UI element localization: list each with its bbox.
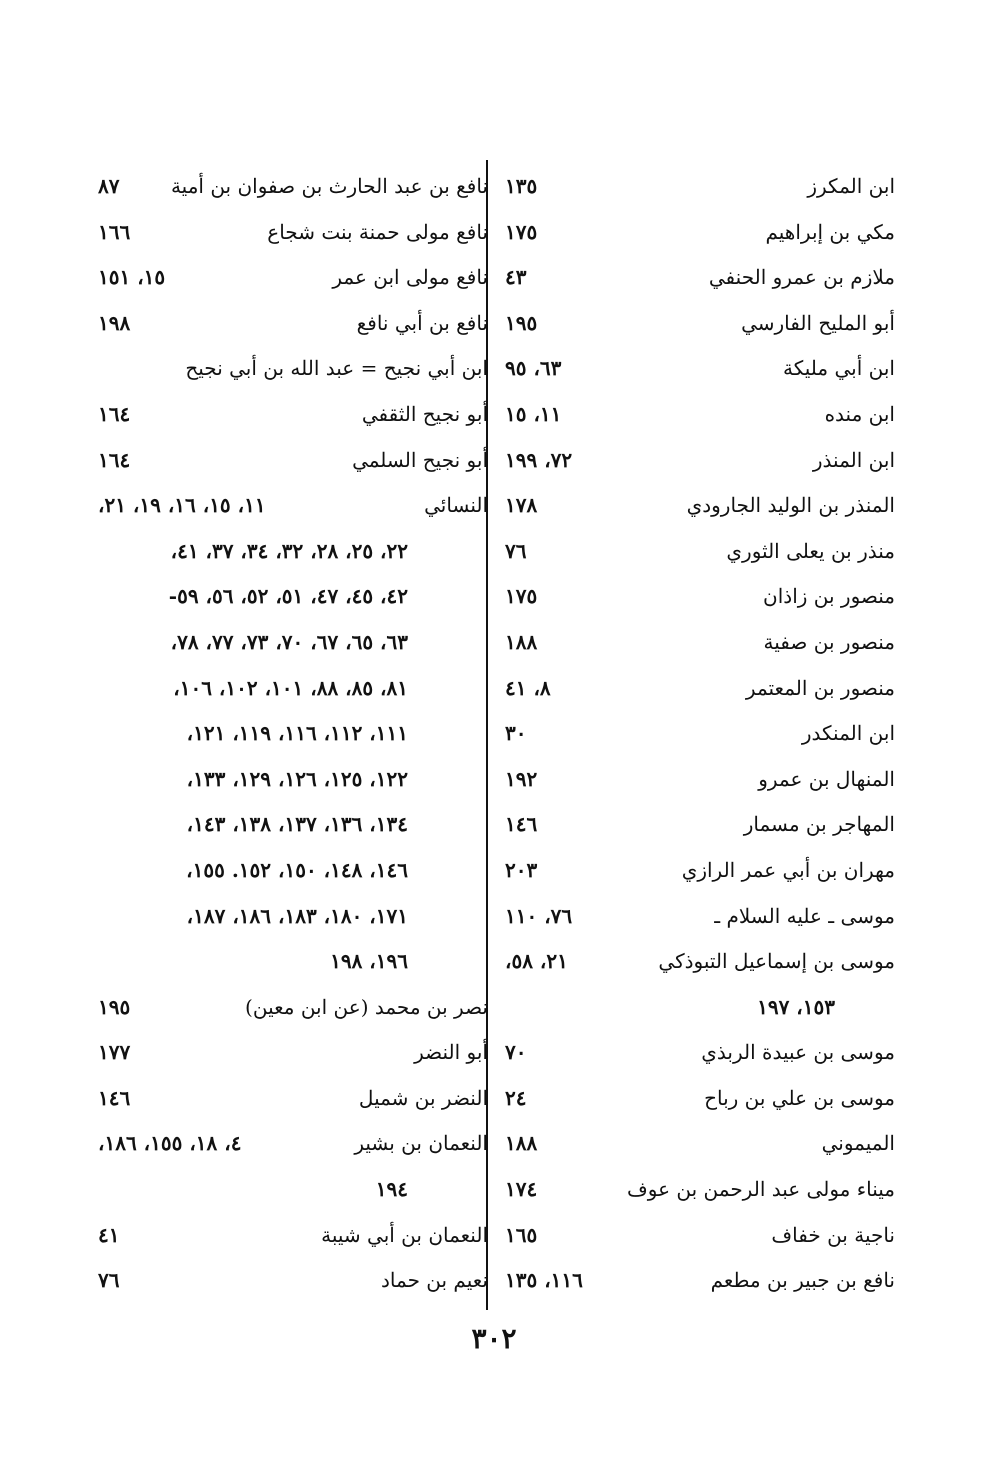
entry-name: منصور بن زاذان — [763, 584, 895, 609]
entry-pages: ٤، ١٨، ١٥٥، ١٨٦، — [98, 1131, 242, 1156]
entry-name: مهران بن أبي عمر الرازي — [681, 857, 895, 882]
index-entry — [98, 578, 488, 624]
index-entry — [98, 259, 488, 305]
entry-name: النعمان بن أبي شيبة — [321, 1222, 488, 1247]
entry-pages: ٨، ٤١ — [505, 675, 551, 700]
index-entry — [98, 670, 488, 716]
index-entry — [98, 442, 488, 488]
index-entry — [98, 305, 488, 351]
entry-pages: ٧٢، ١٩٩ — [505, 447, 573, 472]
entry-pages: ١٧٤ — [505, 1177, 538, 1202]
entry-pages: ١٧٥ — [505, 584, 538, 609]
entry-pages-continuation: ١٩٦، ١٩٨ — [330, 949, 408, 974]
entry-pages: ١١، ١٥ — [505, 401, 562, 426]
entry-name: المنذر بن الوليد الجارودي — [686, 493, 895, 518]
entry-name: النسائي — [424, 493, 488, 518]
entry-pages: ٧٦، ١١٠ — [505, 903, 573, 928]
index-entry — [98, 1034, 488, 1080]
entry-pages: ٤٣ — [505, 265, 527, 290]
index-entry — [505, 624, 895, 670]
entry-name: أبو النضر — [414, 1040, 488, 1065]
entry-name: نعيم بن حماد — [381, 1268, 488, 1293]
index-entry — [505, 350, 895, 396]
entry-name: منصور بن صفية — [763, 629, 895, 654]
entry-name: نافع بن أبي نافع — [356, 310, 488, 335]
entry-pages: ١٩٨ — [98, 310, 131, 335]
index-entry — [98, 533, 488, 579]
index-entry — [98, 898, 488, 944]
index-entry — [505, 305, 895, 351]
entry-pages-continuation: ١٥٣، ١٩٧ — [757, 994, 835, 1019]
index-entry — [505, 715, 895, 761]
entry-pages: ١٩٥ — [98, 994, 131, 1019]
entry-pages-continuation: ١٢٢، ١٢٥، ١٢٦، ١٢٩، ١٣٣، — [186, 766, 408, 791]
index-entry — [505, 943, 895, 989]
index-entry — [98, 1262, 488, 1308]
index-entry — [98, 396, 488, 442]
index-entry — [505, 1125, 895, 1171]
index-entry — [98, 852, 488, 898]
entry-pages: ١٧٥ — [505, 219, 538, 244]
entry-pages-continuation: ١٣٤، ١٣٦، ١٣٧، ١٣٨، ١٤٣، — [186, 812, 408, 837]
entry-name: الميموني — [821, 1131, 895, 1156]
entry-pages-continuation: ٤٢، ٤٥، ٤٧، ٥١، ٥٢، ٥٦، ٥٩- — [168, 584, 408, 609]
entry-pages: ٢١، ٥٨، — [505, 949, 568, 974]
entry-pages: ١١٦، ١٣٥ — [505, 1268, 583, 1293]
entry-name: ملازم بن عمرو الحنفي — [708, 265, 895, 290]
entry-pages: ٢٤ — [505, 1085, 527, 1110]
entry-name: نافع مولى حمنة بنت شجاع — [267, 219, 488, 244]
entry-name: ابن منده — [824, 401, 895, 426]
index-entry — [505, 533, 895, 579]
index-entry — [505, 214, 895, 260]
entry-name: نافع بن جبير بن مطعم — [710, 1268, 895, 1293]
entry-name: ميناء مولى عبد الرحمن بن عوف — [627, 1177, 895, 1202]
entry-name: موسى بن إسماعيل التبوذكي — [658, 949, 895, 974]
entry-pages: ١٦٥ — [505, 1222, 538, 1247]
entry-name: النعمان بن بشير — [354, 1131, 488, 1156]
entry-name: موسى بن عبيدة الربذي — [701, 1040, 895, 1065]
entry-pages: ١٦٦ — [98, 219, 131, 244]
entry-pages: ٤١ — [98, 1222, 120, 1247]
entry-pages: ١٣٥ — [505, 174, 538, 198]
entry-pages-continuation: ١١١، ١١٢، ١١٦، ١١٩، ١٢١، — [186, 721, 408, 746]
index-entry — [505, 898, 895, 944]
entry-pages: ١٦٤ — [98, 447, 131, 472]
entry-name: ابن المنذر — [812, 447, 895, 472]
entry-pages: ١٥، ١٥١ — [98, 265, 166, 290]
entry-name: نافع بن عبد الحارث بن صفوان بن أمية — [170, 174, 488, 198]
entry-name: منصور بن المعتمر — [745, 675, 895, 700]
index-entry — [505, 806, 895, 852]
entry-name: مكي بن إبراهيم — [765, 219, 895, 244]
index-entry — [98, 1080, 488, 1126]
entry-pages-continuation: ١٩٤ — [375, 1177, 408, 1202]
entry-name: النضر بن شميل — [358, 1085, 488, 1110]
index-entry — [98, 715, 488, 761]
index-column-right — [505, 168, 895, 1308]
index-entry — [98, 168, 488, 214]
entry-pages-continuation: ٦٣، ٦٥، ٦٧، ٧٠، ٧٣، ٧٧، ٧٨، — [170, 629, 408, 654]
entry-pages: ٢٠٣ — [505, 857, 538, 882]
entry-pages: ٧٦ — [505, 538, 527, 563]
index-entry — [98, 487, 488, 533]
index-entry — [98, 1125, 488, 1171]
entry-pages: ١٨٨ — [505, 1131, 538, 1156]
entry-pages-continuation: ١٧١، ١٨٠، ١٨٣، ١٨٦، ١٨٧، — [186, 903, 408, 928]
entry-name: ابن أبي مليكة — [783, 356, 895, 381]
entry-name: المنهال بن عمرو — [758, 766, 895, 791]
entry-name: المهاجر بن مسمار — [743, 812, 895, 837]
index-entry — [98, 214, 488, 260]
index-entry — [505, 1034, 895, 1080]
index-entry — [505, 670, 895, 716]
entry-pages: ٦٣، ٩٥ — [505, 356, 562, 381]
entry-name: أبو نجيح السلمي — [352, 447, 488, 472]
index-entry — [505, 259, 895, 305]
entry-pages: ١٤٦ — [98, 1085, 131, 1110]
entry-pages: ١٩٥ — [505, 310, 538, 335]
index-entry — [98, 1171, 488, 1217]
entry-pages: ٧٦ — [98, 1268, 120, 1293]
entry-name: أبو نجيح الثقفي — [361, 401, 488, 426]
entry-name: ناجية بن خفاف — [771, 1222, 895, 1247]
entry-name: نصر بن محمد (عن ابن معين) — [245, 994, 488, 1019]
index-entry — [505, 1262, 895, 1308]
page-number: ٣٠٢ — [471, 1322, 517, 1355]
entry-pages: ١٩٢ — [505, 766, 538, 791]
index-entry — [505, 989, 895, 1035]
entry-pages: ١٤٦ — [505, 812, 538, 837]
entry-name: نافع مولى ابن عمر — [332, 265, 488, 290]
entry-pages: ١٦٤ — [98, 401, 131, 426]
entry-pages: ١٨٨ — [505, 629, 538, 654]
entry-pages-continuation: ٢٢، ٢٥، ٢٨، ٣٢، ٣٤، ٣٧، ٤١، — [170, 538, 408, 563]
entry-name: منذر بن يعلى الثوري — [726, 538, 895, 563]
index-entry — [98, 943, 488, 989]
entry-name: موسى ـ عليه السلام ـ — [714, 903, 895, 928]
entry-pages: ٧٠ — [505, 1040, 527, 1065]
index-entry — [505, 761, 895, 807]
entry-name: ابن المكرز — [807, 174, 895, 198]
index-column-left — [98, 168, 488, 1308]
index-entry — [505, 1171, 895, 1217]
entry-name: ابن المنكدر — [801, 721, 895, 746]
entry-pages: ١١، ١٥، ١٦، ١٩، ٢١، — [98, 493, 266, 518]
entry-name: موسى بن علي بن رباح — [704, 1085, 895, 1110]
index-entry — [505, 578, 895, 624]
index-entry — [505, 396, 895, 442]
index-entry — [505, 852, 895, 898]
index-entry — [98, 1217, 488, 1263]
entry-pages: ٨٧ — [98, 174, 120, 198]
index-entry — [505, 1080, 895, 1126]
entry-pages: ١٧٨ — [505, 493, 538, 518]
entry-pages-continuation: ١٤٦، ١٤٨، ١٥٠، ١٥٢. ١٥٥، — [186, 857, 408, 882]
index-entry — [98, 989, 488, 1035]
entry-pages: ١٧٧ — [98, 1040, 131, 1065]
index-entry — [98, 806, 488, 852]
entry-name: أبو المليح الفارسي — [741, 310, 895, 335]
index-entry — [505, 168, 895, 214]
index-entry — [505, 487, 895, 533]
index-entry — [98, 761, 488, 807]
index-entry — [98, 350, 488, 396]
index-entry — [98, 624, 488, 670]
entry-name: ابن أبي نجيح = عبد الله بن أبي نجيح — [185, 356, 488, 381]
index-entry — [505, 442, 895, 488]
entry-pages-continuation: ٨١، ٨٥، ٨٨، ١٠١، ١٠٢، ١٠٦، — [173, 675, 408, 700]
entry-pages: ٣٠ — [505, 721, 527, 746]
index-entry — [505, 1217, 895, 1263]
